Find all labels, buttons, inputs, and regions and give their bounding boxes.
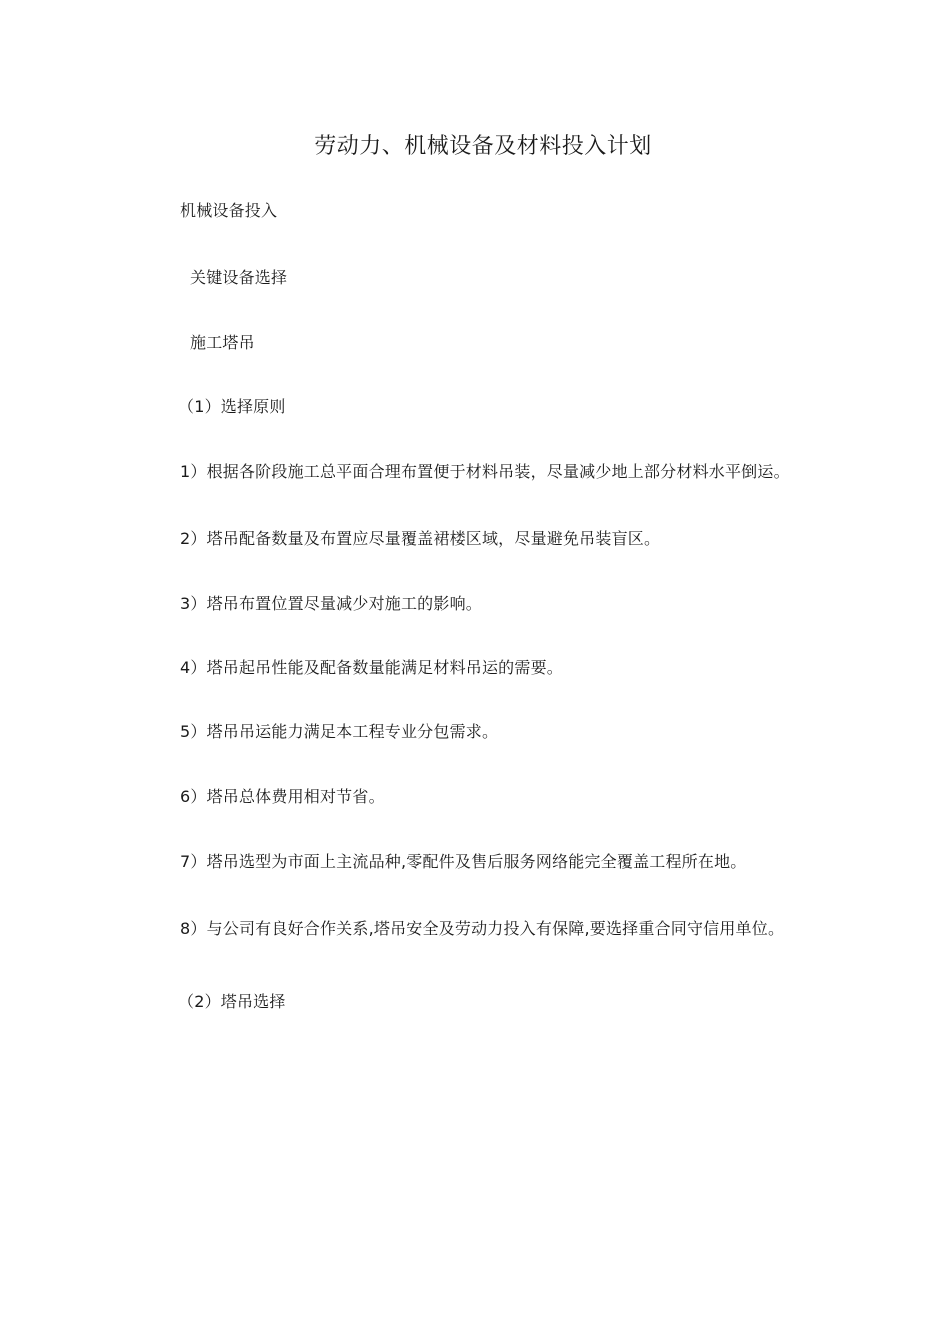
list-item: 1）根据各阶段施工总平面合理布置便于材料吊装，尽量减少地上部分材料水平倒运。 [180,462,790,481]
selection-heading: （2）塔吊选择 [178,992,286,1011]
list-item: 6）塔吊总体费用相对节省。 [180,787,385,806]
list-item: 7）塔吊选型为市面上主流品种,零配件及售后服务网络能完全覆盖工程所在地。 [180,852,747,871]
document-title: 劳动力、机械设备及材料投入计划 [314,134,652,159]
subsection-heading: 关键设备选择 [190,268,288,287]
list-item: 8）与公司有良好合作关系,塔吊安全及劳动力投入有保障,要选择重合同守信用单位。 [180,919,785,938]
list-item: 5）塔吊吊运能力满足本工程专业分包需求。 [180,722,499,741]
list-item: 2）塔吊配备数量及布置应尽量覆盖裙楼区域，尽量避免吊装盲区。 [180,529,661,548]
list-item: 3）塔吊布置位置尽量减少对施工的影响。 [180,594,482,613]
subsubsection-heading: 施工塔吊 [190,333,255,352]
section-heading: 机械设备投入 [180,201,278,220]
principles-heading: （1）选择原则 [178,397,286,416]
list-item: 4）塔吊起吊性能及配备数量能满足材料吊运的需要。 [180,658,563,677]
